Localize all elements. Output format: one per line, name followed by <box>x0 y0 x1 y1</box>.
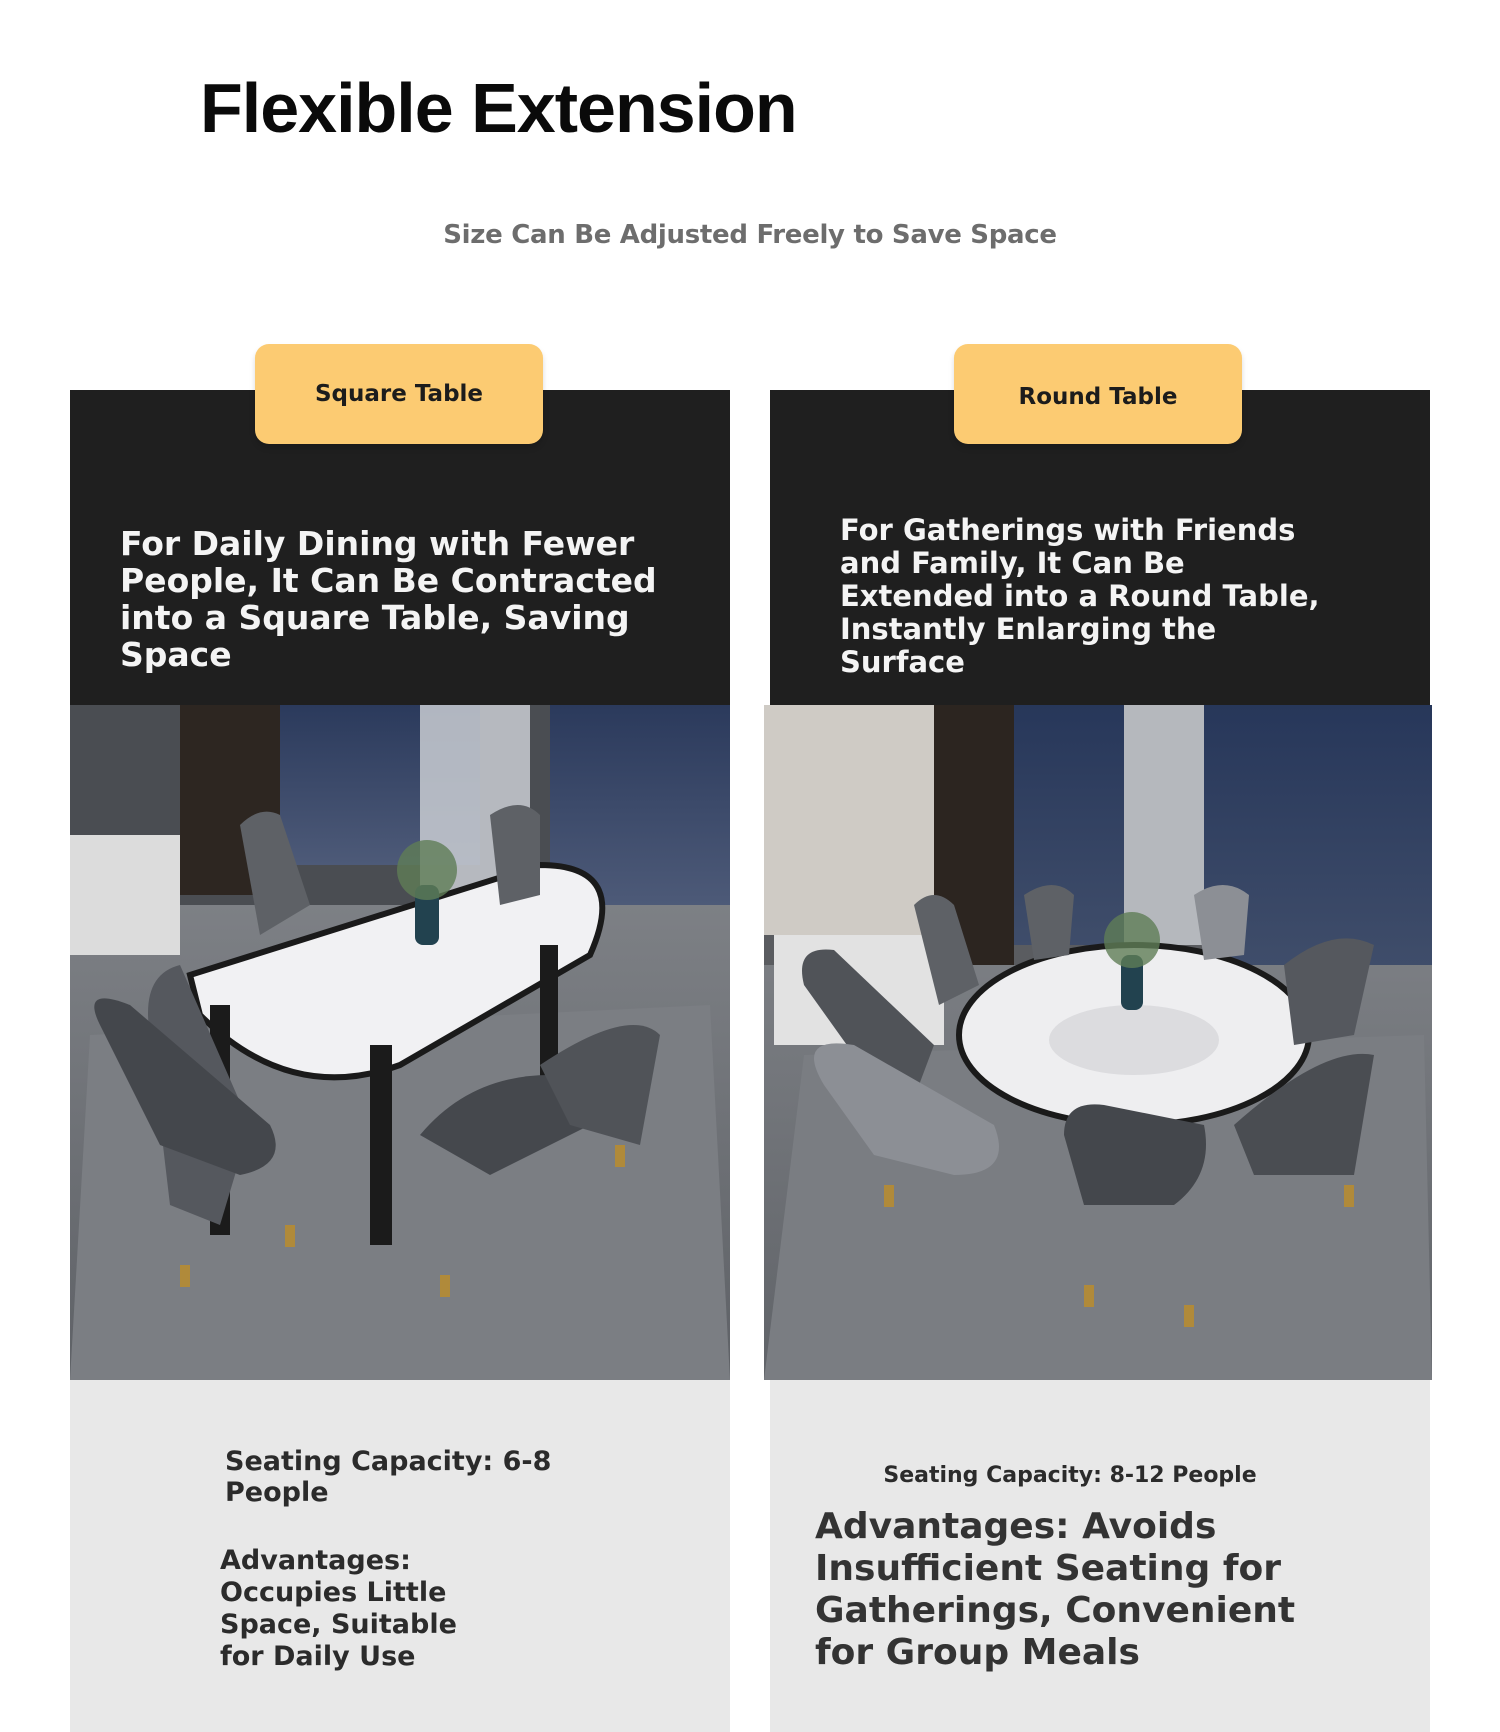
square-table-photo <box>70 705 730 1380</box>
square-table-advantages: Advantages: Occupies Little Space, Suitable for Daily Use <box>220 1545 457 1672</box>
square-table-capacity: Seating Capacity: 6-8 People <box>225 1446 552 1508</box>
round-table-panel <box>770 384 1430 1732</box>
round-table-capacity: Seating Capacity: 8-12 People <box>883 1463 1257 1488</box>
specs-block <box>770 1380 1430 1732</box>
round-table-description: For Gatherings with Friends and Family, It Can Be Extended into a Round Table, Instantly Enlarging the Surface <box>840 513 1320 679</box>
square-table-tag: Square Table <box>255 344 543 444</box>
square-table-panel <box>70 381 730 1732</box>
page-subtitle: Size Can Be Adjusted Freely to Save Space <box>443 220 1057 250</box>
round-table-advantages: Advantages: Avoids Insufficient Seating for Gatherings, Convenient for Group Meals <box>815 1506 1296 1673</box>
square-table-description: For Daily Dining with Fewer People, It Can Be Contracted into a Square Table, Saving Space <box>120 524 657 674</box>
specs-block <box>70 1380 730 1732</box>
round-table-tag: Round Table <box>954 344 1242 444</box>
page-title: Flexible Extension <box>200 69 797 147</box>
round-table-photo <box>764 705 1432 1380</box>
